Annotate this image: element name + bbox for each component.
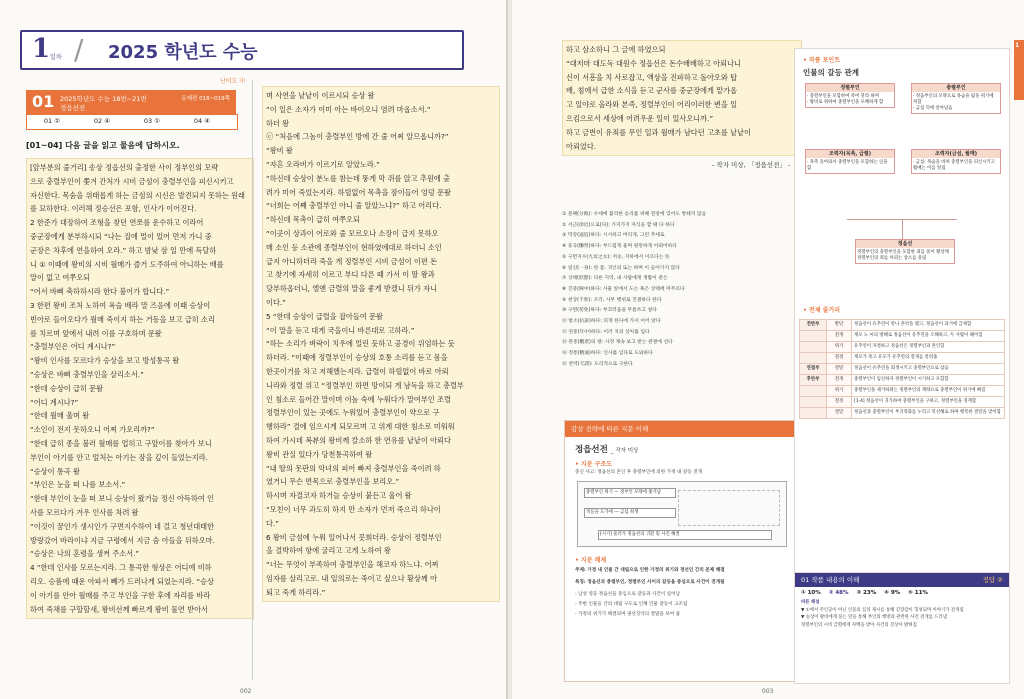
header-slash: / bbox=[74, 33, 84, 66]
work-title bbox=[575, 443, 638, 455]
day-number: 1 bbox=[32, 34, 51, 64]
node-head: 정읍선 bbox=[856, 240, 954, 248]
passage-line: “왕비 왈 bbox=[266, 146, 293, 156]
result-bar bbox=[795, 573, 1009, 587]
passage-line: 4 “한데 인사를 모르는지라. 그 통곡한 형상은 어디에 비하 bbox=[30, 563, 212, 573]
passage-line: 였거니 무슨 면목으로 충렬부인을 보리오.” bbox=[266, 477, 400, 487]
passage-line: 배, 침에서 급한 소식을 듣고 군사를 중군장에게 맡가옵 bbox=[566, 86, 738, 96]
structure-summary: 충신 사고: 정읍선의 혼인 후 충렬부인에 의한 가정 내 갈등 전개 bbox=[575, 470, 703, 475]
plot-row bbox=[800, 320, 1005, 331]
option-rate: ④ 9% bbox=[884, 590, 901, 596]
appreciation-box bbox=[564, 420, 798, 682]
option-rate: ③ 23% bbox=[856, 590, 877, 596]
node-head: 충렬부인 bbox=[912, 84, 1000, 92]
node-body: · 목촉 돌아와서 충렬부인을 모함하는 일을 함 bbox=[807, 160, 888, 171]
explanation-line: 정렬부인의 시비 급렬에게 자백을 받아 사건의 진상이 밝혀짐 bbox=[801, 622, 917, 628]
left-page bbox=[0, 0, 508, 699]
passage-line: 정렬부인이 있는 곳에도 누워있어 충렬부인이 약으로 구 bbox=[266, 408, 440, 418]
relation-node bbox=[805, 83, 895, 108]
appreciation-bar: 감상 전략에 따른 지문 이해 bbox=[565, 421, 803, 437]
passage-line: 군장은 차후에 연을하여 오라.” 하고 밤낮 삼 일 만에 득달하 bbox=[30, 245, 217, 255]
passage-line: 으킴으로서 세상에 어려우운 일이 있사오니까.” bbox=[566, 113, 714, 123]
work-title-text: 정읍선전 bbox=[575, 445, 608, 455]
passage-line: ⓒ “처음에 그놈이 충렬부인 방에 간 줄 어찌 알므옵니까?” bbox=[266, 132, 449, 142]
passage-line: “승상이 통곡 왈 bbox=[30, 466, 80, 476]
structure-heading: • 지문 구조도 bbox=[575, 461, 612, 468]
passage-continued bbox=[562, 40, 802, 156]
passage-line: 를 묘하한다. 이러해 정승선은 포함, 인사가 이어진다. bbox=[30, 204, 197, 214]
feature-note: - 주변 인물들 간의 대립 구도로 인해 인물 갈등이 고조됨 bbox=[575, 602, 688, 607]
page-number: 002 bbox=[240, 688, 252, 695]
plot-substage: 결말 bbox=[827, 364, 852, 375]
passage-line: 아뢰었다. bbox=[566, 141, 597, 151]
passage-line: “한데 급히 종을 불러 월매를 업히고 구앞이를 찾아가 보니 bbox=[30, 438, 212, 448]
passage-line: “어디 계시나?” bbox=[30, 397, 79, 407]
passage-line: “이곳이 상과이 어로와 줄 모르오나 소장이 급지 못하오 bbox=[266, 228, 439, 238]
passage-line: 하여 가시데 복뷰의 왕비께 칼소하 한 연유를 낱낱이 아뢰다 bbox=[266, 435, 451, 445]
passage-line: 5 “한데 승상이 급렬을 잡아들여 문왈 bbox=[266, 311, 383, 321]
panel-title: 인물의 갈등 관계 bbox=[803, 68, 859, 77]
plot-row bbox=[800, 364, 1005, 375]
result-answer: 정답 ② bbox=[982, 576, 1003, 584]
passage-line: “모친이 너무 과도히 하지 만 소자가 먼저 죽으리 하나이 bbox=[266, 504, 441, 514]
glossary-item: ⑫ 연중(年中)하다: 이러 지의 상처를 입다 bbox=[562, 329, 650, 335]
plot-text: 정읍선이 유추연이 만나 혼약을 맺고, 정읍선이 과거에 급제함 bbox=[852, 320, 1005, 331]
plot-table bbox=[799, 319, 1005, 419]
passage-line: 를 치르며 앞에서 내려 이를 구호하며 문왈 bbox=[30, 328, 162, 338]
passage-line: 사를 모르다가 겨우 인사를 차려 왈 bbox=[30, 507, 139, 517]
answer-item: 01 ② bbox=[43, 117, 61, 125]
analysis-heading: • 지문 해제 bbox=[575, 557, 607, 564]
passage-line: 다.” bbox=[266, 518, 279, 528]
passage-line: 말이 없고 여쭈오되 bbox=[30, 273, 91, 283]
passage-line: 신이 서흥을 치 사로잡고, 액상을 진파하고 돌아오와 탑 bbox=[566, 72, 738, 82]
passage-line: 중군장에게 분부하시되 “나는 질에 멀이 있어 먼저 가니 중 bbox=[30, 231, 212, 241]
glossary-item: ⑪ 항소(抗訴)하다: 피게 한다에 가서 이어 앉다 bbox=[562, 319, 661, 325]
passage-line: 한곳이거를 차고 저해했는지라. 급렬이 하릴없이 바로 아뢰 bbox=[266, 366, 449, 376]
explanation-line: ▼ ①에서 주인공이 아닌 인물의 심리 제시를 통해 긴장감이 형성되며 이야기가 전개됨 bbox=[801, 607, 964, 613]
explanation-label: 바른 해설 bbox=[801, 600, 820, 605]
passage-line: “하신데 승상이 분노를 참는데 뚱게 막 쥐를 앉고 추원에 출 bbox=[266, 173, 450, 183]
passage-line: “이 일은 소자가 이미 아는 바이오니 염려 마옵소서.” bbox=[266, 104, 431, 114]
passage-line: 려가 미어 죽었는지라. 하릴없어 목촉을 잠이들어 엉덩 문왈 bbox=[266, 187, 451, 197]
passage-line: “소인이 전지 못하오니 어찌 가오리까?” bbox=[30, 425, 155, 435]
passage-line: 하더 왕 bbox=[266, 118, 290, 128]
explanation-line: ▼ 승상이 왕비에게 묻는 말을 통해 부인의 행방과 관련한 사건 전개를 드러냄 bbox=[801, 615, 947, 620]
feature-note: - 가정의 위기가 해결되며 권선징악의 결말을 보여 줌 bbox=[575, 612, 681, 617]
passage-line: 인 침소로 들어간 말이며 이놈 숙에 누워다가 말여부인 조렬 bbox=[266, 394, 451, 404]
plot-text: 충렬부인을 제거하려는 정렬부인의 계략으로 충렬부인이 위기에 빠짐 bbox=[852, 386, 1005, 397]
plot-stage bbox=[800, 342, 827, 353]
node-body: · 충렬부인을 모함하여 죽여 달라 하며 · 왕비로 위하여 충렬부인을 모해하게 함 bbox=[807, 94, 884, 105]
passage-line: “하는 소리가 벼락이 치우에 얼린 듯하고 공경이 위엄하는 듯 bbox=[266, 339, 455, 349]
plot-stage bbox=[800, 386, 827, 397]
passage-line: 방랑갔어 바라이냐 지금 구령에서 지금 숨 아들을 뒤하오마. bbox=[30, 535, 215, 545]
flow-box: 충렬부인 위기 — 정부인 모략에 쫓겨남 bbox=[584, 488, 676, 498]
glossary-item: ① 분패(分敗): 수세에 불리한 승리를 위해 전장에 있어도 쌍쇄지 않음 bbox=[562, 212, 707, 217]
plot-text: 정읍선과 충렬부인이 부귀영화를 누리고 복선해로 하며 행복한 결말을 맞이함 bbox=[852, 408, 1005, 419]
option-rate: ① 10% bbox=[801, 590, 821, 596]
question-number: 01 bbox=[32, 92, 55, 111]
passage-line: 왕비 관실 있다가 당천통곡하여 왈 bbox=[266, 449, 373, 459]
passage-line: “대저마 대도독 대원수 정읍선은 돈수배배하고 아뢰나니 bbox=[566, 58, 741, 68]
option-rate: ② 48% bbox=[828, 590, 849, 596]
passage-line: “내 딸의 못판의 악녀의 피어 빠져 충렬부인을 죽이려 하 bbox=[266, 463, 441, 473]
passage-line: “너는 무엇이 부족하여 충렬부인을 해코자 하느냐. 어찌 bbox=[266, 560, 439, 570]
instruction: [01~04] 다음 글을 읽고 물음에 답하시오. bbox=[26, 141, 180, 150]
question-work: 정읍선전 bbox=[60, 104, 86, 112]
passage-line: 임자를 살리고로. 내 일의로는 죽이고 싶으나 황상께 아 bbox=[266, 573, 438, 583]
passage-line: 며 사연을 낱낱이 이르시되 승상 왈 bbox=[266, 91, 375, 100]
question-header bbox=[26, 90, 236, 114]
question-title: 2025학년도 수능 18번~21번 bbox=[60, 95, 147, 103]
passage-line: “충렬부인은 어디 계시나?” bbox=[30, 342, 116, 352]
column-divider bbox=[252, 80, 253, 680]
glossary-item: ⑩ 구면(苟免)하다: 부끄러움을 무릎쓰고 살다 bbox=[562, 308, 657, 314]
passage-column-1 bbox=[26, 158, 254, 619]
work-point-panel bbox=[794, 48, 1010, 606]
node-body: · 금섬: 목숨을 바쳐 충렬부인을 피신시키고 월매는 이를 알림 bbox=[913, 160, 995, 171]
result-title: 01 작품 내용의 이해 bbox=[801, 576, 860, 584]
plot-text: 계모 노 씨의 방해로 정읍선이 유추연을 오해하고, 두 사람이 헤어짐 bbox=[852, 331, 1005, 342]
source-line: - 작자 미상, 「정읍선전」 - bbox=[712, 161, 791, 169]
passage-line: “한데 월매 울며 왈 bbox=[30, 411, 90, 421]
answer-item: 02 ④ bbox=[93, 117, 111, 125]
plot-text: 계모가 죽고 유모가 유추연의 절개를 알려줌 bbox=[852, 353, 1005, 364]
page-title: 2025 학년도 수능 bbox=[108, 42, 258, 63]
plot-substage: 전개 bbox=[827, 375, 852, 386]
plot-text: 유추연이 자결하고 정읍선은 정렬부인과 혼인함 bbox=[852, 342, 1005, 353]
passage-line: “이것이 꿈인가 생시인가 구면지수하여 네 걸고 청년대태한 bbox=[30, 521, 215, 531]
glossary-item: ⑤ 구면지수(九冥之水): 저승, 지하에서 이르다는 뜻 bbox=[562, 254, 670, 260]
feature-note: - 남성 영웅 정읍선을 중심으로 갈등과 사건이 일어남 bbox=[575, 592, 681, 597]
passage-column-2 bbox=[262, 86, 500, 602]
passage-line: 으로 충렬부인이 쫓겨 간처가 시비 금섬이 충렬부인을 피신시키고 bbox=[30, 176, 234, 186]
passage-line: 부인이 아기를 안고 엎처는 아기는 잠을 깊이 들었는지라. bbox=[30, 452, 208, 462]
plot-heading: • 전체 줄거리 bbox=[803, 307, 840, 314]
passage-line: “왕비 인사를 모르다가 승상을 보고 방성통곡 왈 bbox=[30, 356, 180, 366]
passage-line: [앞부분의 줄거리] 송상 정읍선의 출정한 사이 정부인의 모략 bbox=[30, 163, 219, 172]
difficulty-label: 난이도 中 bbox=[220, 78, 246, 85]
plot-substage: 전개 bbox=[827, 331, 852, 342]
glossary-item: ⑮ 천역(天譯): 도리적으로 구한다 bbox=[562, 361, 633, 367]
glossary bbox=[562, 210, 782, 371]
question-info: 문제편 018~019쪽 bbox=[181, 96, 230, 102]
passage-line: 3 한편 왕비 조처 노하여 욕슬 배라 말 즈음에 이때 승상이 bbox=[30, 300, 211, 310]
plot-stage bbox=[800, 408, 827, 419]
plot-row bbox=[800, 331, 1005, 342]
passage-line: 고 찾기에 자세히 이르고 부디 다른 때 가서 이 딸 왕과 bbox=[266, 270, 435, 280]
plot-substage: 결말 bbox=[827, 408, 852, 419]
relation-node bbox=[911, 149, 1001, 174]
passage-line: 을 결박하여 항에 굴리고 고게 노하여 왕 bbox=[266, 546, 391, 556]
passage-line: 자신한다. 목숨을 위태롭게 하는 금섬의 시신은 발견되지 못하는 원래 bbox=[30, 190, 245, 200]
passage-line: 매 소인 등 소관에 종렬부인이 현하였에대로 하더니 소인 bbox=[266, 242, 442, 252]
flow-box: [시기] 물러가 정읍선의 귀환 및 사건 해결 bbox=[598, 530, 772, 540]
glossary-item: ⑬ 관중(觀衆)의 왕: 사정 계속 보고 받는 관결에 선다 bbox=[562, 340, 673, 346]
passage-line: 하고 금번이 유죄를 무인 일과 월매가 남다던 고초를 낱낱이 bbox=[566, 127, 751, 137]
glossary-item: ④ 동곡(慟哭)하다: 부드럽게 울며 원통하게 아뢰어하다 bbox=[562, 244, 677, 250]
plot-text: 충렬부인이 임신하자 정렬부인이 시기하고 모함함 bbox=[852, 375, 1005, 386]
plot-text: 정읍선이 유추연을 회생시키고 충렬부인으로 삼음 bbox=[852, 364, 1005, 375]
node-body: 정렬부인의 충렬부인을 모함한 죄를 물어 황상께 정렬부인의 죄를 아뢰는 상소를 올림 bbox=[857, 250, 949, 261]
page-number: 003 bbox=[762, 688, 774, 695]
passage-line: 니 ① 이때에 왕비의 시비 월매가 즐거 도주하여 아니하는 배를 bbox=[30, 259, 224, 269]
passage-line: 급지 아니하더라 죽을 게 정렬부인 시비 금섬이 이편 돈 bbox=[266, 256, 438, 266]
passage-line: 이 아기를 안아 월매를 주고 부인을 구한 후에 자리를 바라 bbox=[30, 590, 211, 600]
glossary-item: ⑨ 천상(千狀): 조각, 사무 행위로 진결하다 한다 bbox=[562, 297, 662, 303]
passage-line: “부인은 눈을 떠 나를 보소서.” bbox=[30, 480, 126, 490]
flow-detail bbox=[678, 490, 780, 526]
passage-line: 고 일야로 올라와 본즉, 정렬부인이 어리이러한 변을 일 bbox=[566, 100, 738, 110]
relation-node bbox=[805, 149, 895, 174]
plot-text: [1-4] 정읍선이 귀가하여 충렬부인을 구하고, 정렬부인을 징계함 bbox=[852, 397, 1005, 408]
plot-stage: 전반부 bbox=[800, 320, 827, 331]
passage-line: 하여 죽채를 구할할새, 왕비선께 빠르게 왕비 물연 받아서 bbox=[30, 604, 208, 614]
flow-box: 적들을 도가에 — 금섬 희생 bbox=[584, 508, 676, 518]
plot-stage bbox=[800, 353, 827, 364]
passage-line: 하더라. “이때에 정렬부인이 승상의 호통 소리를 듣고 몸을 bbox=[266, 353, 448, 363]
passage-line: “하신데 목촉이 급히 여쭈오되 bbox=[266, 215, 360, 225]
passage-line: 빈아로 들어오다가 월매 죽이지 하는 거동을 보고 급히 소리 bbox=[30, 314, 215, 324]
relation-node bbox=[911, 83, 1001, 114]
glossary-item: ⑭ 정통(精通)하다: 인사를 입다로 도와하다 bbox=[562, 351, 653, 357]
passage-line: “어서 바삐 축하하시라 한다 불어가 합니다.” bbox=[30, 287, 170, 297]
glossary-item: ⑦ 상태(狀態): 다른 지역, 내 사람에게 생활이 같은 bbox=[562, 276, 668, 282]
passage-line: 니라와 정렬 위고 “정렬부인 하면 망이되 게 남독을 하고 총렬부 bbox=[266, 380, 464, 390]
passage-line: 2 한준가 대장하여 조형을 찾던 연쪼를 운수하고 이라어 bbox=[30, 218, 204, 228]
node-head: 조력자(금섬, 월매) bbox=[912, 150, 1000, 158]
passage-line: “자흔 오라버가 이르기로 알았노라.” bbox=[266, 159, 380, 169]
feature-line: 특징: 정읍선과 충렬부인, 정렬부인 사이의 갈등을 중심으로 사건이 전개됨 bbox=[575, 580, 725, 585]
result-box bbox=[794, 572, 1010, 684]
glossary-item: ② 서근(徐近)으로(다): 가지가지 자식을 할 때 다 하다 bbox=[562, 222, 675, 228]
plot-stage bbox=[800, 397, 827, 408]
plot-row bbox=[800, 386, 1005, 397]
passage-line: 퇴고 죽게 하리라.” bbox=[266, 587, 326, 597]
plot-row bbox=[800, 353, 1005, 364]
answer-item: 03 ① bbox=[143, 117, 161, 125]
plot-row bbox=[800, 342, 1005, 353]
theme-line: 주제: 가정 내 인물 간 대립으로 인한 가정의 위기와 정선인 간의 문제 해결 bbox=[575, 568, 725, 573]
structure-diagram bbox=[577, 481, 787, 547]
passage-line: 하시며 자결코자 하거늘 승상이 붙든고 울어 왈 bbox=[266, 491, 412, 501]
passage-line: 당부하옵더니, 엘앤 금렬의 말을 좋게 받겠니 뒤가 자니 bbox=[266, 284, 438, 294]
plot-substage: 위기 bbox=[827, 386, 852, 397]
plot-stage: 후반부 bbox=[800, 375, 827, 386]
day-header bbox=[20, 30, 464, 70]
relation-node bbox=[855, 239, 955, 264]
day-tab-label: 1 bbox=[1015, 42, 1020, 49]
node-head: 정렬부인 bbox=[806, 84, 894, 92]
plot-substage: 절정 bbox=[827, 353, 852, 364]
panel-heading: • 작품 포인트 bbox=[803, 57, 840, 64]
plot-substage: 위기 bbox=[827, 342, 852, 353]
passage-line: “너희는 어째 충렬부인 아니 줄 알았느냐?” 하고 어리다. bbox=[266, 201, 442, 211]
node-head: 조력자(목촉, 급렬) bbox=[806, 150, 894, 158]
passage-line: “승상은 나의 혼령을 생켜 주소서.” bbox=[30, 549, 140, 559]
plot-row bbox=[800, 375, 1005, 386]
glossary-item: ⑧ 진중(陣中)하다: 사물 앞에서 도는 혹은 상태에 머무르다 bbox=[562, 286, 685, 292]
passage-line: “한데 부인이 눈을 떠 보니 승상이 왔거늘 정신 아득하여 인 bbox=[30, 494, 214, 504]
glossary-item: ⑥ 일신(一身): 한 몸. 귀인의 또는 하며 이 들어가지 않다 bbox=[562, 265, 680, 271]
passage-line: 행하라” 결에 임으시게 되모르며 고 위계 대한 침소로 미워워 bbox=[266, 422, 455, 432]
plot-stage: 연결부 bbox=[800, 364, 827, 375]
day-label: 일차 bbox=[50, 54, 62, 61]
right-page bbox=[512, 0, 1024, 699]
day-tab bbox=[1014, 40, 1024, 100]
glossary-item: ③ 막강(逼迫)하다: 시시하고 버리게, 그런 추세로 bbox=[562, 233, 665, 239]
passage-line: “한데 승상이 급히 문왈 bbox=[30, 383, 104, 393]
node-body: · 정읍부인의 모략으로 목숨을 잃을 위기에 처함 · 금섬 덕에 살아남음 bbox=[913, 94, 994, 111]
work-author: _ 작자 미상 bbox=[610, 448, 639, 454]
plot-stage bbox=[800, 331, 827, 342]
passage-line: 하고 삼소하니 그 글에 하였으되 bbox=[566, 45, 666, 54]
answer-key bbox=[26, 114, 238, 130]
plot-substage: 절정 bbox=[827, 397, 852, 408]
answer-item: 04 ④ bbox=[193, 117, 211, 125]
plot-row bbox=[800, 408, 1005, 419]
option-rate: ⑤ 11% bbox=[908, 590, 928, 596]
relation-line bbox=[902, 219, 903, 239]
passage-line: “이 말을 듣고 대게 국을이니 바른대로 고하라.” bbox=[266, 325, 415, 335]
option-rates bbox=[795, 587, 1009, 599]
plot-substage: 발단 bbox=[827, 320, 852, 331]
passage-line: “승상은 바삐 충렬부인을 살리소서.” bbox=[30, 369, 144, 379]
passage-line: 리오. 승품에 때운 아파서 빼가 드러나게 되었는지라. “승상 bbox=[30, 576, 214, 586]
passage-line: 6 왕비 금섬에 누워 일어나서 꼿희더라. 승상이 정렬부인 bbox=[266, 532, 442, 542]
passage-line: 이다.” bbox=[266, 297, 286, 307]
plot-row bbox=[800, 397, 1005, 408]
